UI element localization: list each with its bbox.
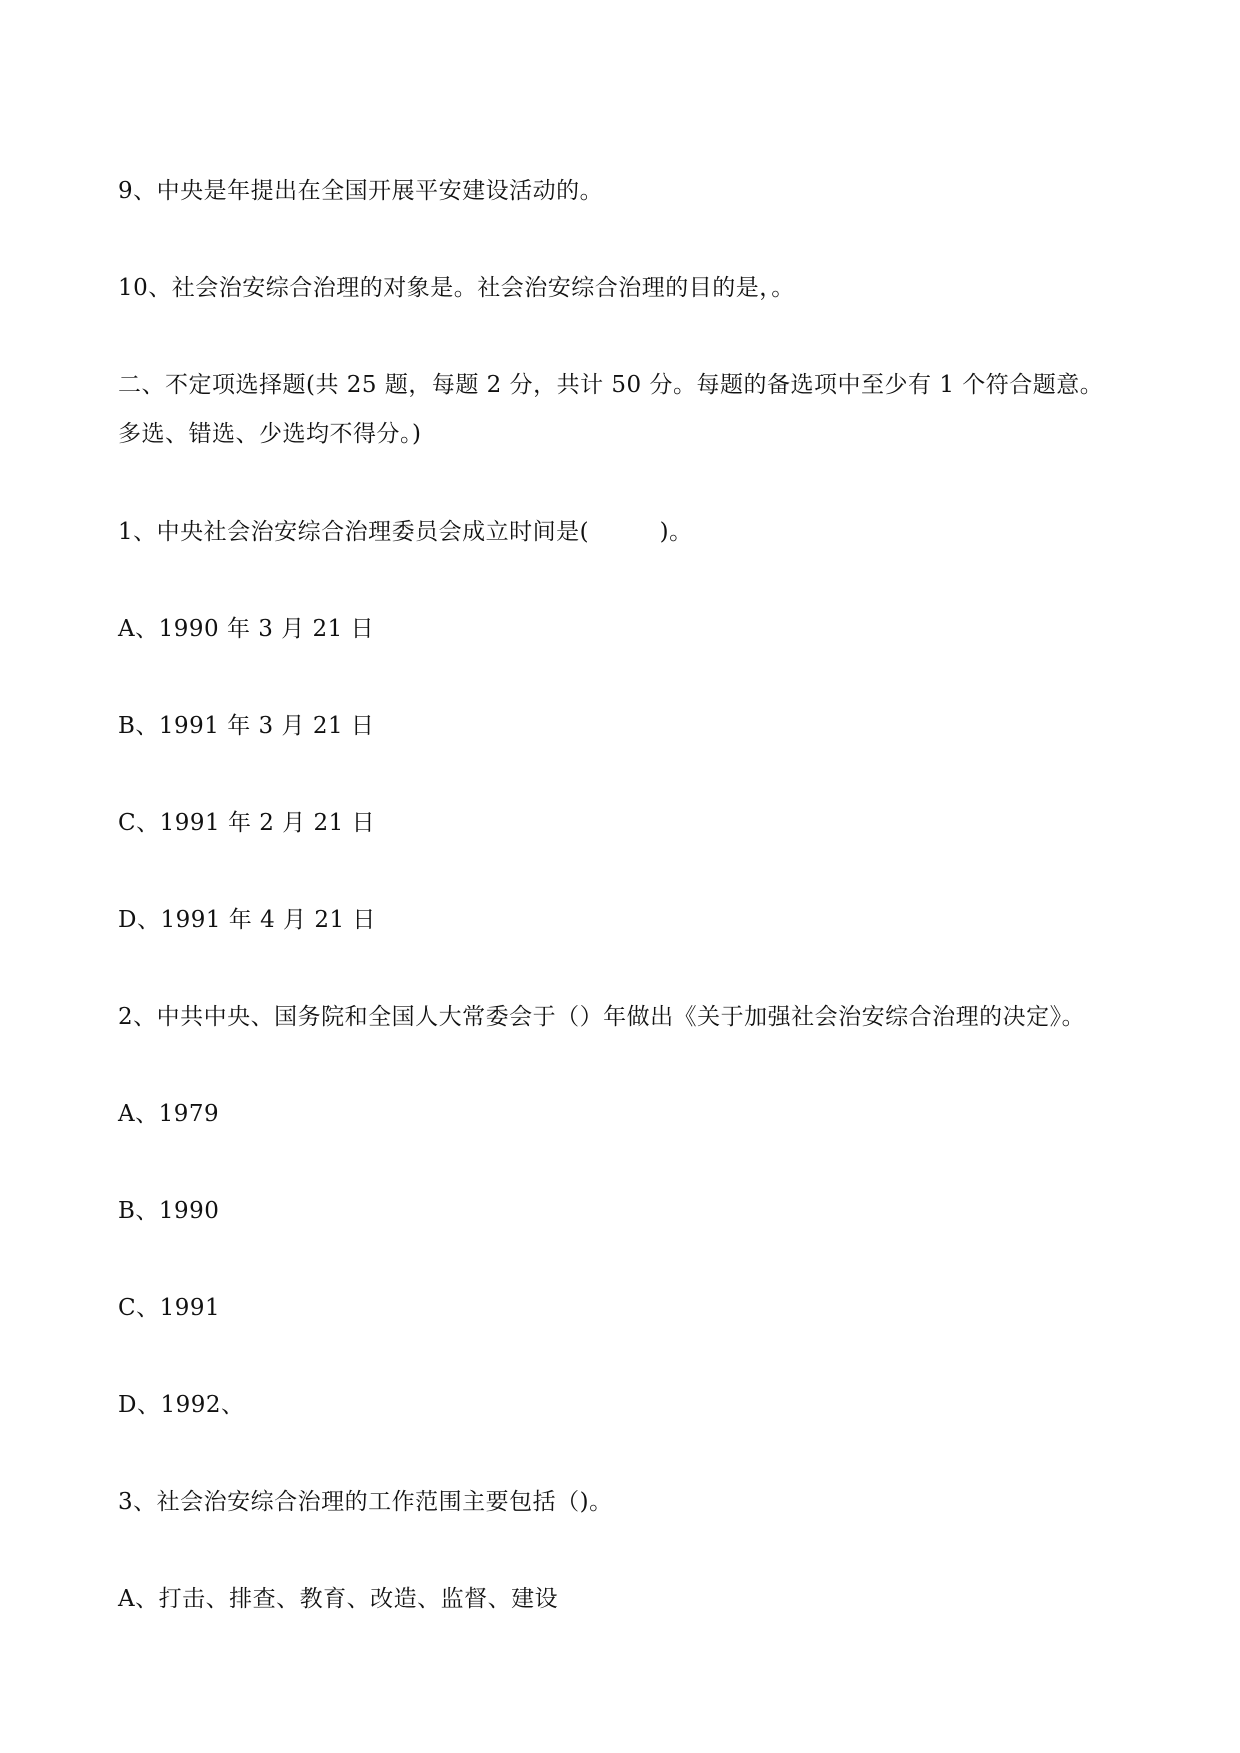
question-1-option-a: A、1990 年 3 月 21 日 [118,616,375,642]
question-2-option-d: D、1992、 [118,1392,245,1418]
question-1-option-b: B、1991 年 3 月 21 日 [118,713,375,739]
question-2-option-a: A、1979 [118,1101,220,1127]
section-heading-line-2: 多选、错选、少选均不得分。) [118,421,422,447]
question-3-stem: 3、社会治安综合治理的工作范围主要包括（)。 [118,1489,613,1515]
question-1-stem: 1、中央社会治安综合治理委员会成立时间是( )。 [118,519,693,545]
section-heading-line-1: 二、不定项选择题(共 25 题，每题 2 分，共计 50 分。每题的备选项中至少有 1 个符合题意。 [118,372,1104,398]
question-2-option-b: B、1990 [118,1198,220,1224]
question-2-stem: 2、中共中央、国务院和全国人大常委会于（）年做出《关于加强社会治安综合治理的决定》。 [118,1004,1086,1030]
question-10: 10、社会治安综合治理的对象是。社会治安综合治理的目的是，。 [118,275,795,301]
question-1-option-c: C、1991 年 2 月 21 日 [118,810,376,836]
question-9: 9、中央是年提出在全国开展平安建设活动的。 [118,178,604,204]
question-3-option-a: A、打击、排查、教育、改造、监督、建设 [118,1586,559,1612]
question-2-option-c: C、1991 [118,1295,221,1321]
question-1-option-d: D、1991 年 4 月 21 日 [118,907,376,933]
